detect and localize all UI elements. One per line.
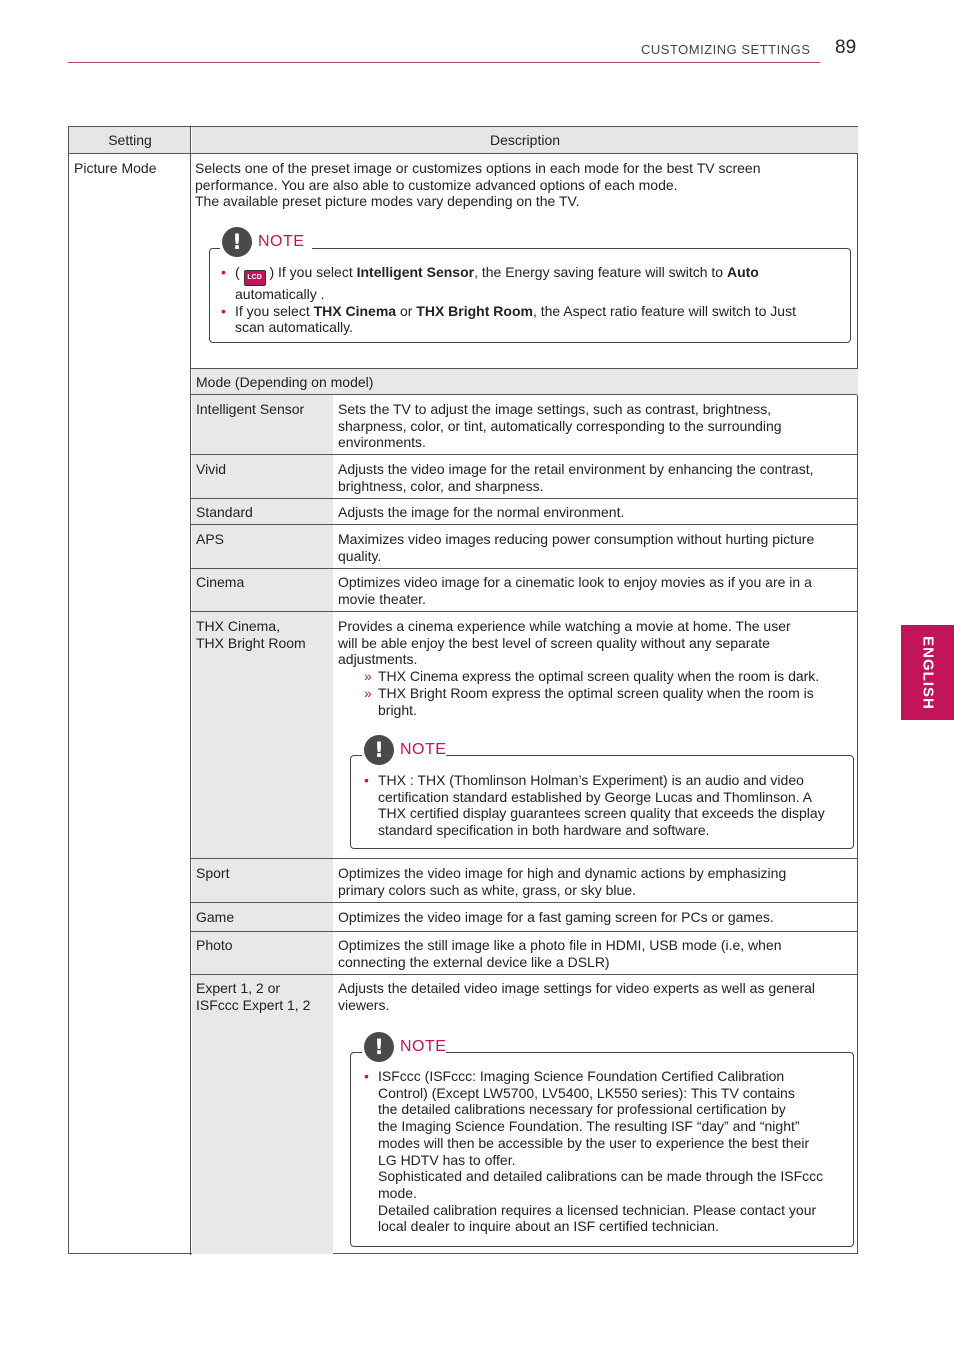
mode-name: APS bbox=[196, 531, 225, 547]
col-header-setting: Setting bbox=[69, 127, 191, 153]
divider bbox=[191, 858, 857, 859]
divider bbox=[69, 153, 857, 154]
note-header bbox=[362, 1032, 446, 1062]
note-list bbox=[221, 264, 841, 336]
note-label: NOTE bbox=[400, 1038, 447, 1055]
mode-name: Vivid bbox=[196, 461, 227, 477]
divider bbox=[191, 524, 857, 525]
language-tab-label: ENGLISH bbox=[919, 635, 936, 710]
divider bbox=[191, 902, 857, 903]
divider bbox=[191, 454, 857, 455]
note-list bbox=[364, 772, 852, 839]
mode-description: Adjusts the image for the normal environment. bbox=[338, 504, 625, 520]
exclamation-icon: ! bbox=[222, 227, 252, 257]
mode-name: THX Cinema, THX Bright Room bbox=[196, 618, 306, 651]
divider bbox=[191, 498, 857, 499]
mode-description: Adjusts the video image for the retail environment by enhancing the contrast, brightness, color, and sharpness. bbox=[338, 461, 814, 494]
mode-description: Optimizes the video image for high and dynamic actions by emphasizing primary colors such as white, grass, or sky blue. bbox=[338, 865, 787, 898]
note-label: NOTE bbox=[400, 741, 447, 758]
divider bbox=[191, 974, 857, 975]
mode-name: Expert 1, 2 or ISFccc Expert 1, 2 bbox=[196, 980, 311, 1013]
mode-description: Optimizes the still image like a photo file in HDMI, USB mode (i.e, when connecting the external device like a DSLR) bbox=[338, 937, 782, 970]
sub-item: » THX Cinema express the optimal screen quality when the room is dark. bbox=[338, 668, 856, 685]
mode-description: Optimizes video image for a cinematic look to enjoy movies as if you are in a movie theater. bbox=[338, 574, 812, 607]
picture-mode-label: Picture Mode bbox=[74, 160, 157, 176]
language-tab bbox=[901, 625, 954, 720]
divider bbox=[191, 394, 857, 395]
mode-name: Cinema bbox=[196, 574, 245, 590]
divider bbox=[191, 931, 857, 932]
mode-description: Sets the TV to adjust the image settings, such as contrast, brightness, sharpness, color, or tint, automatically corresponding to the surrounding environments. bbox=[338, 401, 782, 451]
mode-name: Sport bbox=[196, 865, 230, 881]
divider bbox=[191, 611, 857, 612]
exclamation-icon: ! bbox=[364, 1032, 394, 1062]
mode-description: Adjusts the detailed video image settings for video experts as well as general viewers. bbox=[338, 980, 816, 1013]
section-title: CUSTOMIZING SETTINGS bbox=[641, 42, 811, 57]
note-header bbox=[220, 227, 312, 257]
mode-name: Game bbox=[196, 909, 235, 925]
exclamation-icon: ! bbox=[364, 735, 394, 765]
divider bbox=[191, 368, 857, 369]
settings-table bbox=[68, 126, 858, 1254]
lcd-energy-icon: LCD bbox=[244, 270, 266, 286]
note-item: • ( LCD ) If you select Intelligent Sensor, the Energy saving feature will switch to Auto automatically . bbox=[221, 264, 841, 303]
note-item: • ISFccc (ISFccc: Imaging Science Foundation Certified Calibration Control) (Except LW5700, LV5400, LK550 series): This TV contains the detailed calibrations necessary for professional certification by the Imaging Science Foundation. The resulting ISF “day” and “night” modes will then be accessible by the user to experience the best their LG HDTV has to offer. Sophisticated and detailed calibrations can be made through the ISFccc mode. Detailed calibration requires a licensed technician. Please contact your local dealer to inquire about an ISF certified technician. bbox=[364, 1068, 852, 1235]
mode-name: Standard bbox=[196, 504, 253, 520]
note-header bbox=[362, 735, 446, 765]
mode-description: Maximizes video images reducing power consumption without hurting picture quality. bbox=[338, 531, 815, 564]
mode-description: Optimizes the video image for a fast gaming screen for PCs or games. bbox=[338, 909, 774, 925]
header-rule bbox=[68, 62, 820, 63]
note-item: • THX : THX (Thomlinson Holman’s Experiment) is an audio and video certification standard established by George Lucas and Thomlinson. A THX certified display guarantees screen quality that exceeds the display standard specification in both hardware and software. bbox=[364, 772, 852, 839]
sub-item: » THX Bright Room express the optimal screen quality when the room is bbox=[338, 685, 856, 702]
divider bbox=[190, 127, 191, 1255]
note-label: NOTE bbox=[258, 233, 305, 250]
divider bbox=[191, 568, 857, 569]
note-list bbox=[364, 1068, 852, 1235]
mode-name: Intelligent Sensor bbox=[196, 401, 305, 417]
col-header-description: Description bbox=[192, 127, 858, 153]
note-item: • If you select THX Cinema or THX Bright Room, the Aspect ratio feature will switch to Just scan automatically. bbox=[221, 303, 841, 336]
mode-description: Provides a cinema experience while watching a movie at home. The user will be able enjoy the best level of screen quality without any separate adjustments. » THX Cinema express the optimal screen quality when the room is dark. » THX Bright Room express the optimal screen quality when the room is bright. bbox=[338, 618, 856, 718]
mode-name: Photo bbox=[196, 937, 233, 953]
page-number: 89 bbox=[835, 37, 857, 58]
picture-mode-description: Selects one of the preset image or customizes options in each mode for the best TV screen performance. You are also able to customize advanced options of each mode. The available preset picture modes vary depending on the TV. bbox=[195, 160, 761, 210]
mode-header: Mode (Depending on model) bbox=[196, 374, 374, 390]
